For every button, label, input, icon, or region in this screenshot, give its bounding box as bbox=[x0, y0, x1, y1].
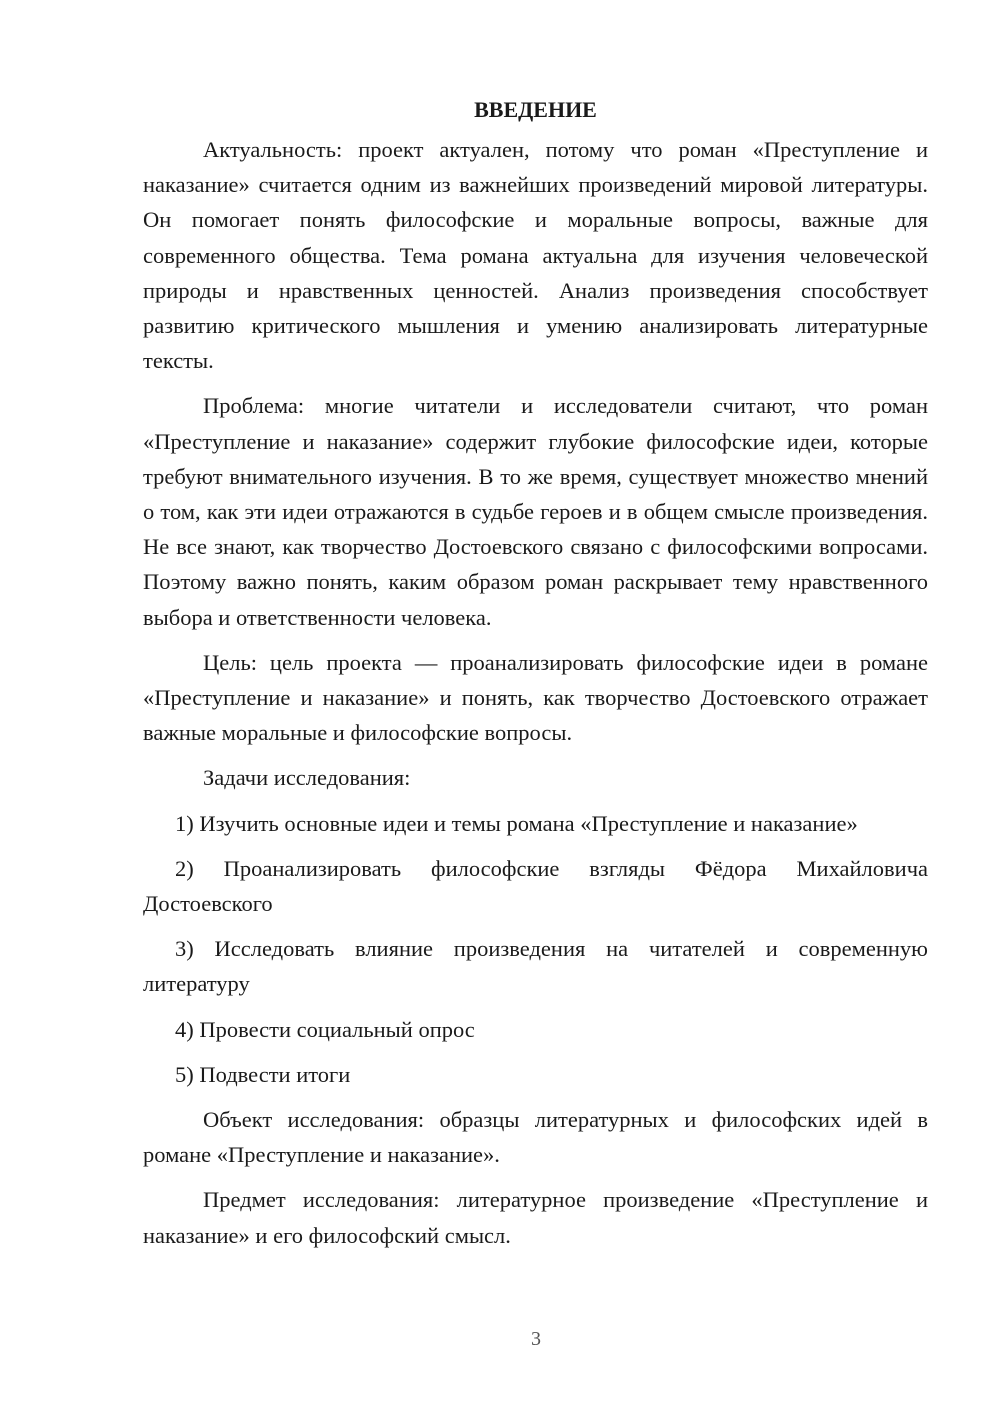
paragraph-relevance: Актуальность: проект актуален, потому что роман «Преступление и наказание» считается одним из важнейших произведений мировой литературы. Он помогает понять философские и моральные вопросы, важные для современного общества. Тема романа актуальна для изучения человеческой природы и нравственных ценностей. Анализ произведения способствует развитию критического мышления и умению анализировать литературные тексты. bbox=[143, 137, 928, 374]
document-page bbox=[143, 92, 928, 1263]
task-item-2: 2) Проанализировать философские взгляды Фёдора Михайловича Достоевского bbox=[143, 855, 928, 917]
paragraph-goal: Цель: цель проекта — проанализировать философские идеи в романе «Преступление и наказание» и понять, как творчество Достоевского отражает важные моральные и философские вопросы. bbox=[143, 649, 928, 746]
page-number: 3 bbox=[531, 1328, 541, 1350]
paragraph-problem: Проблема: многие читатели и исследователи считают, что роман «Преступление и наказание» содержит глубокие философские идеи, которые требуют внимательного изучения. В то же время, существует множество мнений о том, как эти идеи отражаются в судьбе героев и в общем смысле произведения. Не все знают, как творчество Достоевского связано с философскими вопросами. Поэтому важно понять, каким образом роман раскрывает тему нравственного выбора и ответственности человека. bbox=[143, 393, 928, 630]
paragraph-subject: Предмет исследования: литературное произведение «Преступление и наказание» и его философский смысл. bbox=[143, 1187, 928, 1248]
paragraph-object: Объект исследования: образцы литературных и философских идей в романе «Преступление и наказание». bbox=[143, 1107, 928, 1168]
task-item-3: 3) Исследовать влияние произведения на читателей и современную литературу bbox=[143, 936, 928, 997]
tasks-title: Задачи исследования: bbox=[203, 765, 411, 791]
section-heading: ВВЕДЕНИЕ bbox=[474, 97, 597, 122]
task-item-1: 1) Изучить основные идеи и темы романа «Преступление и наказание» bbox=[175, 810, 858, 836]
task-item-4: 4) Провести социальный опрос bbox=[175, 1016, 475, 1042]
task-item-5: 5) Подвести итоги bbox=[175, 1061, 351, 1087]
